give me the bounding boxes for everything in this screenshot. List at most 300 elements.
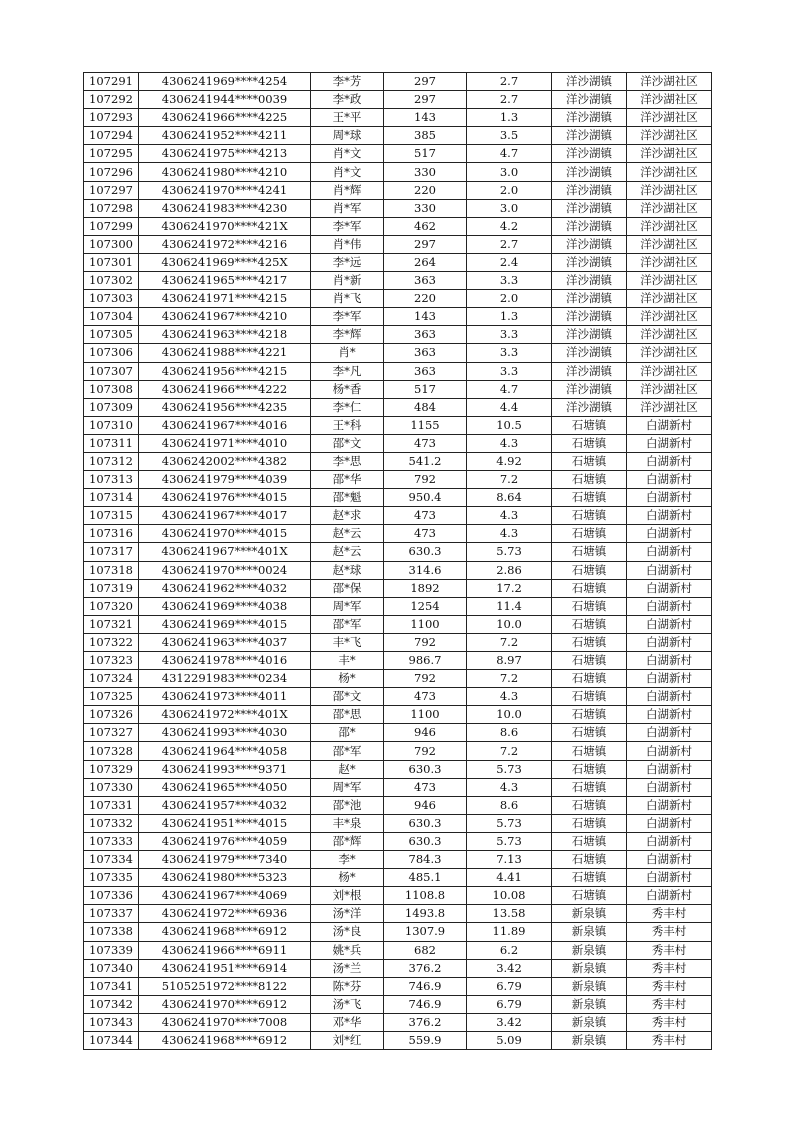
record-id-cell: 107292 [84,91,139,109]
quantity-cell: 5.73 [467,814,552,832]
village-cell: 白湖新村 [627,670,712,688]
village-cell: 白湖新村 [627,887,712,905]
amount-cell: 1100 [384,706,467,724]
village-cell: 白湖新村 [627,652,712,670]
record-id-cell: 107307 [84,362,139,380]
name-cell: 周*军 [311,778,384,796]
record-id-cell: 107302 [84,272,139,290]
name-cell: 汤*兰 [311,959,384,977]
village-cell: 秀丰村 [627,941,712,959]
table-row [84,434,712,452]
town-cell: 石塘镇 [552,452,627,470]
table-row [84,706,712,724]
village-cell: 洋沙湖社区 [627,272,712,290]
table-row [84,561,712,579]
amount-cell: 541.2 [384,452,467,470]
village-cell: 洋沙湖社区 [627,362,712,380]
id-number-cell: 4306241969****4038 [139,597,311,615]
id-number-cell: 4306241965****4050 [139,778,311,796]
record-id-cell: 107293 [84,109,139,127]
amount-cell: 792 [384,633,467,651]
id-number-cell: 4306241983****4230 [139,199,311,217]
id-number-cell: 4306241976****4059 [139,832,311,850]
town-cell: 洋沙湖镇 [552,235,627,253]
name-cell: 丰* [311,652,384,670]
name-cell: 邵*军 [311,742,384,760]
amount-cell: 473 [384,525,467,543]
record-id-cell: 107310 [84,416,139,434]
id-number-cell: 4306241970****4015 [139,525,311,543]
table-row [84,489,712,507]
village-cell: 白湖新村 [627,543,712,561]
id-number-cell: 4306241972****4216 [139,235,311,253]
id-number-cell: 4306241973****4011 [139,688,311,706]
table-row [84,579,712,597]
record-id-cell: 107322 [84,633,139,651]
id-number-cell: 4306241963****4037 [139,633,311,651]
table-row [84,163,712,181]
village-cell: 秀丰村 [627,1031,712,1049]
town-cell: 新泉镇 [552,977,627,995]
id-number-cell: 4306241963****4218 [139,326,311,344]
quantity-cell: 5.73 [467,543,552,561]
record-id-cell: 107312 [84,452,139,470]
table-row [84,851,712,869]
id-number-cell: 4306241966****4225 [139,109,311,127]
record-id-cell: 107343 [84,1013,139,1031]
amount-cell: 559.9 [384,1031,467,1049]
amount-cell: 473 [384,688,467,706]
quantity-cell: 4.7 [467,380,552,398]
amount-cell: 1100 [384,615,467,633]
table-row [84,290,712,308]
town-cell: 石塘镇 [552,706,627,724]
town-cell: 洋沙湖镇 [552,308,627,326]
name-cell: 李*仁 [311,398,384,416]
village-cell: 洋沙湖社区 [627,73,712,91]
name-cell: 李*军 [311,217,384,235]
amount-cell: 682 [384,941,467,959]
amount-cell: 946 [384,796,467,814]
record-id-cell: 107306 [84,344,139,362]
quantity-cell: 3.0 [467,199,552,217]
amount-cell: 376.2 [384,959,467,977]
table-row [84,688,712,706]
town-cell: 洋沙湖镇 [552,380,627,398]
town-cell: 新泉镇 [552,1013,627,1031]
name-cell: 姚*兵 [311,941,384,959]
village-cell: 秀丰村 [627,923,712,941]
amount-cell: 630.3 [384,832,467,850]
town-cell: 石塘镇 [552,615,627,633]
id-number-cell: 4306241952****4211 [139,127,311,145]
name-cell: 赵* [311,760,384,778]
name-cell: 肖*文 [311,145,384,163]
quantity-cell: 4.3 [467,778,552,796]
village-cell: 白湖新村 [627,615,712,633]
amount-cell: 297 [384,91,467,109]
table-row [84,145,712,163]
town-cell: 石塘镇 [552,652,627,670]
id-number-cell: 4306241956****4215 [139,362,311,380]
town-cell: 洋沙湖镇 [552,362,627,380]
amount-cell: 143 [384,109,467,127]
quantity-cell: 10.5 [467,416,552,434]
amount-cell: 376.2 [384,1013,467,1031]
town-cell: 洋沙湖镇 [552,163,627,181]
table-row [84,724,712,742]
quantity-cell: 4.3 [467,688,552,706]
village-cell: 洋沙湖社区 [627,127,712,145]
table-row [84,923,712,941]
quantity-cell: 5.09 [467,1031,552,1049]
name-cell: 汤*飞 [311,995,384,1013]
record-id-cell: 107299 [84,217,139,235]
name-cell: 李*凡 [311,362,384,380]
town-cell: 石塘镇 [552,543,627,561]
town-cell: 洋沙湖镇 [552,109,627,127]
name-cell: 邵*军 [311,615,384,633]
town-cell: 洋沙湖镇 [552,290,627,308]
id-number-cell: 4306241944****0039 [139,91,311,109]
id-number-cell: 4306241971****4010 [139,434,311,452]
village-cell: 白湖新村 [627,633,712,651]
village-cell: 白湖新村 [627,814,712,832]
quantity-cell: 6.79 [467,977,552,995]
name-cell: 汤*良 [311,923,384,941]
village-cell: 秀丰村 [627,977,712,995]
town-cell: 石塘镇 [552,489,627,507]
quantity-cell: 17.2 [467,579,552,597]
amount-cell: 264 [384,253,467,271]
table-row [84,814,712,832]
record-id-cell: 107341 [84,977,139,995]
amount-cell: 950.4 [384,489,467,507]
town-cell: 石塘镇 [552,579,627,597]
name-cell: 王*科 [311,416,384,434]
id-number-cell: 4306241970****7008 [139,1013,311,1031]
village-cell: 白湖新村 [627,525,712,543]
record-id-cell: 107318 [84,561,139,579]
table-row [84,652,712,670]
record-id-cell: 107329 [84,760,139,778]
record-id-cell: 107332 [84,814,139,832]
table-row [84,253,712,271]
quantity-cell: 7.2 [467,633,552,651]
table-row [84,742,712,760]
village-cell: 秀丰村 [627,1013,712,1031]
quantity-cell: 4.3 [467,434,552,452]
table-row [84,398,712,416]
table-row [84,633,712,651]
village-cell: 洋沙湖社区 [627,163,712,181]
quantity-cell: 8.64 [467,489,552,507]
village-cell: 白湖新村 [627,851,712,869]
table-row [84,525,712,543]
name-cell: 邵*思 [311,706,384,724]
amount-cell: 1254 [384,597,467,615]
name-cell: 邵*文 [311,688,384,706]
quantity-cell: 4.3 [467,507,552,525]
name-cell: 李* [311,851,384,869]
record-id-cell: 107304 [84,308,139,326]
village-cell: 洋沙湖社区 [627,217,712,235]
quantity-cell: 2.7 [467,235,552,253]
table-row [84,1013,712,1031]
amount-cell: 1155 [384,416,467,434]
record-id-cell: 107297 [84,181,139,199]
quantity-cell: 3.3 [467,362,552,380]
table-row [84,832,712,850]
quantity-cell: 13.58 [467,905,552,923]
town-cell: 新泉镇 [552,923,627,941]
name-cell: 刘*根 [311,887,384,905]
record-id-cell: 107296 [84,163,139,181]
record-id-cell: 107326 [84,706,139,724]
id-number-cell: 4306241967****4210 [139,308,311,326]
name-cell: 邵*池 [311,796,384,814]
record-id-cell: 107324 [84,670,139,688]
amount-cell: 1892 [384,579,467,597]
amount-cell: 746.9 [384,977,467,995]
amount-cell: 473 [384,434,467,452]
quantity-cell: 8.6 [467,724,552,742]
amount-cell: 792 [384,471,467,489]
id-number-cell: 4306241967****401X [139,543,311,561]
town-cell: 石塘镇 [552,525,627,543]
id-number-cell: 4306241956****4235 [139,398,311,416]
amount-cell: 792 [384,670,467,688]
town-cell: 新泉镇 [552,1031,627,1049]
village-cell: 白湖新村 [627,507,712,525]
village-cell: 秀丰村 [627,905,712,923]
quantity-cell: 2.0 [467,290,552,308]
table-row [84,507,712,525]
id-number-cell: 4306241967****4069 [139,887,311,905]
town-cell: 洋沙湖镇 [552,253,627,271]
table-row [84,181,712,199]
record-id-cell: 107339 [84,941,139,959]
table-row [84,887,712,905]
name-cell: 肖*辉 [311,181,384,199]
town-cell: 洋沙湖镇 [552,398,627,416]
name-cell: 李*军 [311,308,384,326]
record-id-cell: 107325 [84,688,139,706]
town-cell: 洋沙湖镇 [552,181,627,199]
id-number-cell: 4306241967****4017 [139,507,311,525]
name-cell: 李*政 [311,91,384,109]
amount-cell: 330 [384,199,467,217]
name-cell: 邵*魁 [311,489,384,507]
record-id-cell: 107308 [84,380,139,398]
id-number-cell: 4306241970****0024 [139,561,311,579]
record-id-cell: 107340 [84,959,139,977]
village-cell: 洋沙湖社区 [627,235,712,253]
name-cell: 赵*求 [311,507,384,525]
town-cell: 石塘镇 [552,832,627,850]
town-cell: 洋沙湖镇 [552,73,627,91]
table-row [84,362,712,380]
name-cell: 李*思 [311,452,384,470]
table-row [84,959,712,977]
name-cell: 赵*球 [311,561,384,579]
name-cell: 汤*洋 [311,905,384,923]
village-cell: 白湖新村 [627,724,712,742]
village-cell: 白湖新村 [627,434,712,452]
table-row [84,597,712,615]
id-number-cell: 4306241980****5323 [139,869,311,887]
name-cell: 李*辉 [311,326,384,344]
id-number-cell: 4312291983****0234 [139,670,311,688]
village-cell: 洋沙湖社区 [627,181,712,199]
town-cell: 石塘镇 [552,851,627,869]
amount-cell: 462 [384,217,467,235]
record-id-cell: 107331 [84,796,139,814]
town-cell: 石塘镇 [552,507,627,525]
amount-cell: 363 [384,362,467,380]
village-cell: 洋沙湖社区 [627,145,712,163]
quantity-cell: 10.0 [467,706,552,724]
table-row [84,235,712,253]
town-cell: 新泉镇 [552,941,627,959]
id-number-cell: 4306241972****401X [139,706,311,724]
records-table [83,72,712,1050]
record-id-cell: 107313 [84,471,139,489]
amount-cell: 363 [384,344,467,362]
town-cell: 洋沙湖镇 [552,344,627,362]
town-cell: 石塘镇 [552,633,627,651]
amount-cell: 363 [384,326,467,344]
table-row [84,217,712,235]
town-cell: 石塘镇 [552,742,627,760]
table-row [84,995,712,1013]
id-number-cell: 4306241993****9371 [139,760,311,778]
table-row [84,272,712,290]
name-cell: 邵* [311,724,384,742]
id-number-cell: 4306241972****6936 [139,905,311,923]
table-row [84,941,712,959]
village-cell: 白湖新村 [627,416,712,434]
amount-cell: 220 [384,181,467,199]
name-cell: 周*球 [311,127,384,145]
town-cell: 新泉镇 [552,995,627,1013]
village-cell: 秀丰村 [627,959,712,977]
id-number-cell: 5105251972****8122 [139,977,311,995]
name-cell: 李*远 [311,253,384,271]
quantity-cell: 5.73 [467,832,552,850]
record-id-cell: 107323 [84,652,139,670]
quantity-cell: 3.3 [467,344,552,362]
name-cell: 杨* [311,670,384,688]
record-id-cell: 107303 [84,290,139,308]
table-row [84,670,712,688]
town-cell: 石塘镇 [552,814,627,832]
town-cell: 石塘镇 [552,561,627,579]
record-id-cell: 107291 [84,73,139,91]
town-cell: 石塘镇 [552,796,627,814]
quantity-cell: 6.79 [467,995,552,1013]
village-cell: 洋沙湖社区 [627,398,712,416]
village-cell: 洋沙湖社区 [627,91,712,109]
quantity-cell: 3.42 [467,959,552,977]
record-id-cell: 107294 [84,127,139,145]
town-cell: 洋沙湖镇 [552,91,627,109]
table-row [84,344,712,362]
quantity-cell: 7.2 [467,471,552,489]
name-cell: 邵*华 [311,471,384,489]
village-cell: 洋沙湖社区 [627,290,712,308]
village-cell: 洋沙湖社区 [627,253,712,271]
village-cell: 白湖新村 [627,869,712,887]
quantity-cell: 3.5 [467,127,552,145]
id-number-cell: 4306241970****4241 [139,181,311,199]
amount-cell: 986.7 [384,652,467,670]
table-row [84,977,712,995]
name-cell: 王*平 [311,109,384,127]
quantity-cell: 8.6 [467,796,552,814]
village-cell: 洋沙湖社区 [627,326,712,344]
id-number-cell: 4306241967****4016 [139,416,311,434]
quantity-cell: 4.3 [467,525,552,543]
amount-cell: 314.6 [384,561,467,579]
name-cell: 邵*文 [311,434,384,452]
id-number-cell: 4306241966****4222 [139,380,311,398]
table-row [84,543,712,561]
record-id-cell: 107300 [84,235,139,253]
village-cell: 洋沙湖社区 [627,109,712,127]
id-number-cell: 4306242002****4382 [139,452,311,470]
town-cell: 石塘镇 [552,471,627,489]
name-cell: 肖* [311,344,384,362]
town-cell: 石塘镇 [552,778,627,796]
amount-cell: 946 [384,724,467,742]
village-cell: 洋沙湖社区 [627,308,712,326]
quantity-cell: 2.0 [467,181,552,199]
table-row [84,615,712,633]
id-number-cell: 4306241980****4210 [139,163,311,181]
amount-cell: 784.3 [384,851,467,869]
record-id-cell: 107330 [84,778,139,796]
id-number-cell: 4306241966****6911 [139,941,311,959]
village-cell: 白湖新村 [627,832,712,850]
id-number-cell: 4306241969****425X [139,253,311,271]
name-cell: 肖*军 [311,199,384,217]
village-cell: 白湖新村 [627,760,712,778]
name-cell: 丰*泉 [311,814,384,832]
town-cell: 石塘镇 [552,724,627,742]
quantity-cell: 4.4 [467,398,552,416]
quantity-cell: 7.2 [467,742,552,760]
table-row [84,452,712,470]
record-id-cell: 107336 [84,887,139,905]
town-cell: 石塘镇 [552,887,627,905]
quantity-cell: 3.3 [467,272,552,290]
amount-cell: 485.1 [384,869,467,887]
quantity-cell: 1.3 [467,109,552,127]
village-cell: 白湖新村 [627,471,712,489]
quantity-cell: 10.08 [467,887,552,905]
record-id-cell: 107342 [84,995,139,1013]
town-cell: 石塘镇 [552,670,627,688]
name-cell: 李*芳 [311,73,384,91]
table-row [84,778,712,796]
name-cell: 刘*红 [311,1031,384,1049]
amount-cell: 630.3 [384,543,467,561]
table-row [84,326,712,344]
table-row [84,905,712,923]
amount-cell: 220 [384,290,467,308]
record-id-cell: 107320 [84,597,139,615]
